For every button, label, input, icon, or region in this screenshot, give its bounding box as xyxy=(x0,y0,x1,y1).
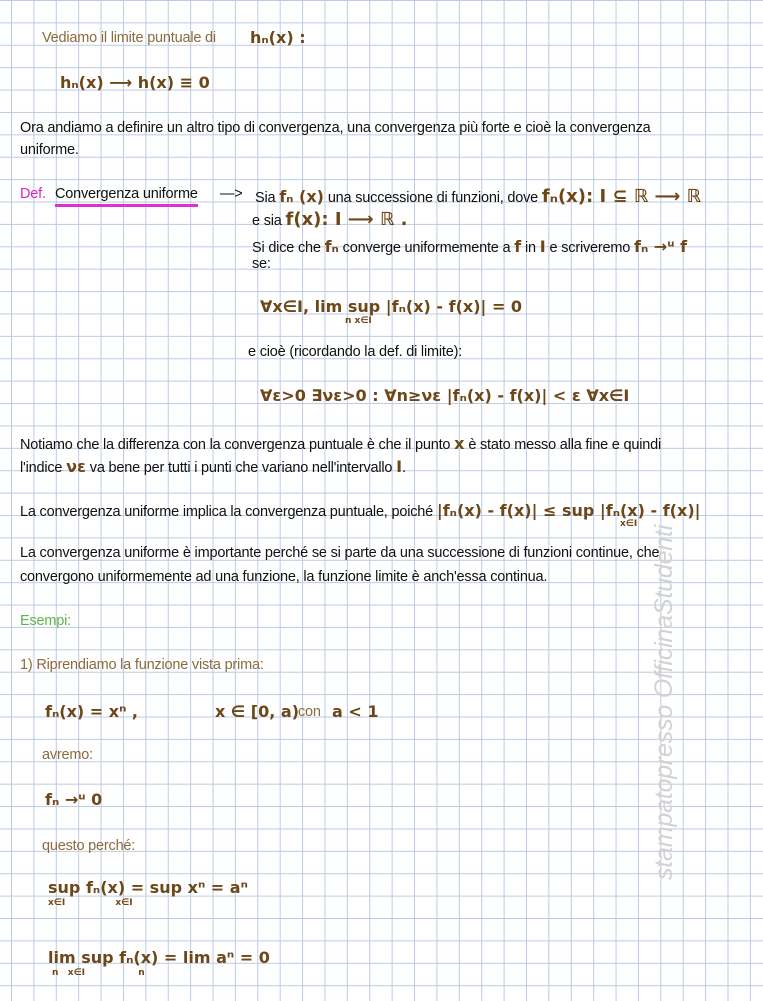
math: x xyxy=(454,434,465,453)
text: in xyxy=(525,240,536,256)
example-eq2: lim sup fₙ(x) = lim aⁿ = 0 xyxy=(48,948,270,967)
text: Sia xyxy=(255,190,276,206)
example-1-title: 1) Riprendiamo la funzione vista prima: xyxy=(20,657,264,673)
example-domain: x ∈ [0, a) xyxy=(215,702,300,721)
math: fₙ(x): I ⊆ ℝ ⟶ ℝ xyxy=(541,186,701,207)
perche-text: questo perché: xyxy=(42,838,136,854)
intro-text: Vediamo il limite puntuale di xyxy=(42,30,216,46)
def-line3 xyxy=(252,237,687,256)
example-condition: a < 1 xyxy=(332,702,379,721)
math: fₙ (x) xyxy=(279,187,324,206)
para4-line2: convergono uniformemente ad una funzione, la funzione limite è anch'essa continua. xyxy=(20,569,548,585)
pointwise-limit: hₙ(x) ⟶ h(x) ≡ 0 xyxy=(60,73,210,92)
para1-line1: Ora andiamo a definire un altro tipo di convergenza, una convergenza più forte e cioè la convergenza xyxy=(20,120,651,136)
text: l'indice xyxy=(20,460,63,476)
formula-uniform: ∀x∈I, lim sup |fₙ(x) - f(x)| = 0 xyxy=(260,297,523,316)
avremo-text: avremo: xyxy=(42,747,93,763)
text: La convergenza uniforme implica la convergenza puntuale, poiché xyxy=(20,504,433,520)
example-eq1: sup fₙ(x) = sup xⁿ = aⁿ xyxy=(48,878,248,897)
text: . xyxy=(402,460,406,476)
math: fₙ →ᵘ f xyxy=(633,237,688,256)
formula-epsilon: ∀ε>0 ∃νε>0 : ∀n≥νε |fₙ(x) - f(x)| < ε ∀x∈I xyxy=(260,386,630,405)
para3 xyxy=(20,501,700,520)
para3-sub: x∈I xyxy=(620,519,638,529)
math: I xyxy=(396,457,403,476)
intro-math: hₙ(x) : xyxy=(250,28,306,47)
def-arrow: —> xyxy=(220,186,243,202)
math: |fₙ(x) - f(x)| ≤ sup |fₙ(x) - f(x)| xyxy=(436,501,701,520)
def-label: Def. xyxy=(20,186,46,202)
math: νε xyxy=(66,457,86,476)
watermark: stampatopresso OfficinaStudenti xyxy=(650,524,678,880)
para2-line2 xyxy=(20,457,406,476)
para4-line1: La convergenza uniforme è importante perché se si parte da una successione di funzioni continue, che xyxy=(20,545,660,561)
examples-heading: Esempi: xyxy=(20,613,71,629)
example-convergence: fₙ →ᵘ 0 xyxy=(45,790,103,809)
math: I xyxy=(539,237,546,256)
example-eq2-sub: n x∈I n xyxy=(52,968,145,978)
text: e sia xyxy=(252,213,282,229)
math: f(x): I ⟶ ℝ . xyxy=(285,209,408,230)
text: una successione di funzioni, dove xyxy=(327,190,539,206)
def-line2 xyxy=(252,209,407,230)
text: Si dice che xyxy=(252,240,321,256)
formula-uniform-sub: n x∈I xyxy=(345,316,372,326)
def-title: Convergenza uniforme xyxy=(55,186,198,207)
math: f xyxy=(514,237,522,256)
text: va bene per tutti i punti che variano nell'intervallo xyxy=(89,460,393,476)
para2-line1 xyxy=(20,434,661,453)
text: è stato messo alla fine e quindi xyxy=(468,437,662,453)
example-function: fₙ(x) = xⁿ , xyxy=(45,702,138,721)
para1-line2: uniforme. xyxy=(20,142,79,158)
def-line5: e cioè (ricordando la def. di limite): xyxy=(248,344,463,360)
def-line4: se: xyxy=(252,256,271,272)
text: e scriveremo xyxy=(549,240,631,256)
example-eq1-sub: x∈I x∈I xyxy=(48,898,133,908)
def-line1 xyxy=(255,186,701,207)
text: Notiamo che la differenza con la convergenza puntuale è che il punto xyxy=(20,437,451,453)
math: fₙ xyxy=(324,237,339,256)
example-con: con xyxy=(298,704,321,720)
text: converge uniformemente a xyxy=(342,240,511,256)
